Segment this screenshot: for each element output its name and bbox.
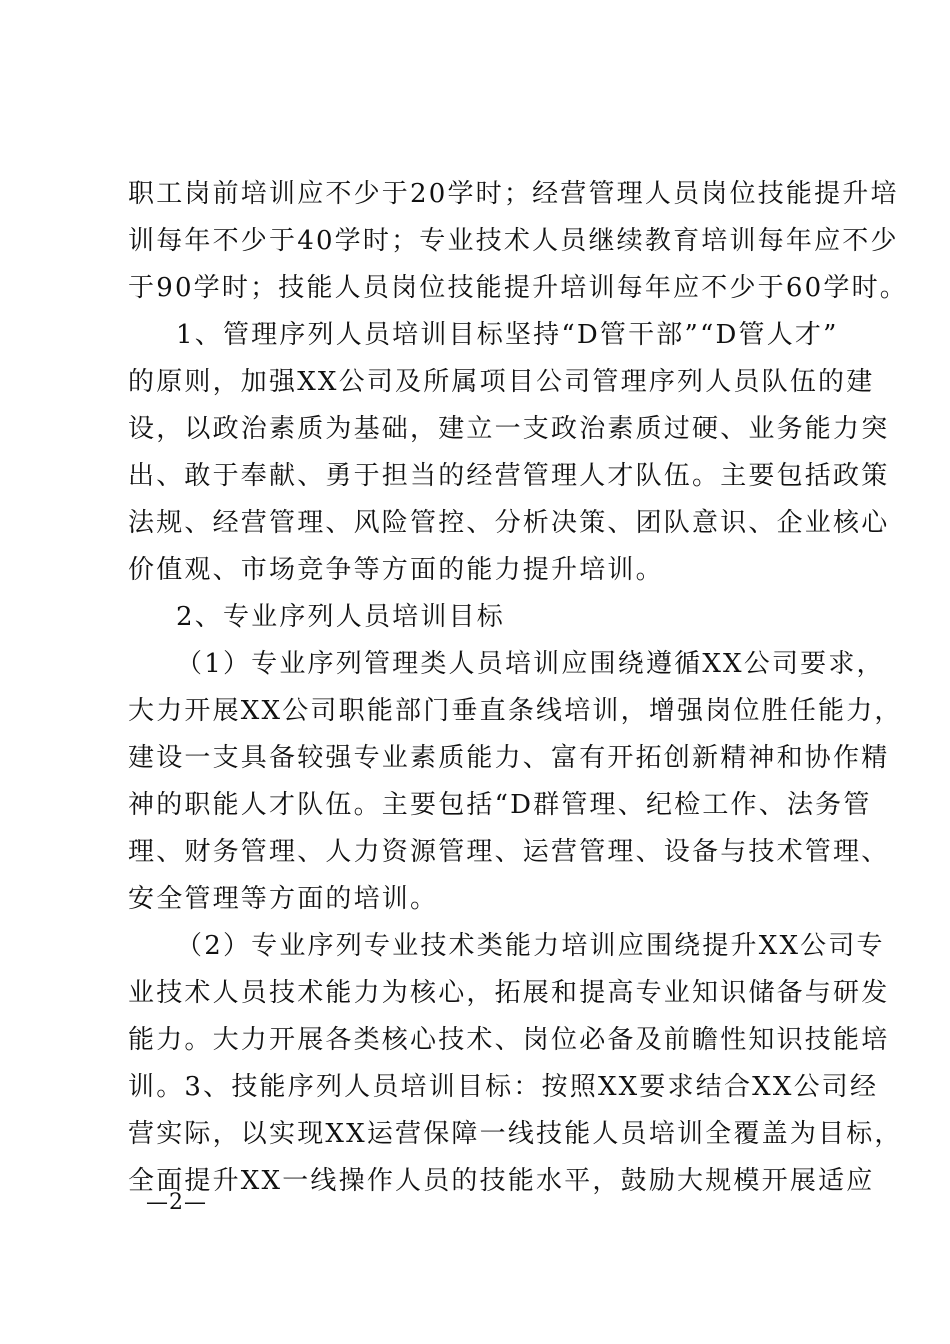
text-line: 安全管理等方面的培训。 <box>128 884 439 914</box>
text-line: 建设一支具备较强专业素质能力、富有开拓创新精神和协作精 <box>128 743 890 773</box>
text-line: 理、财务管理、人力资源管理、运营管理、设备与技术管理、 <box>128 837 890 867</box>
text-line: 训每年不少于40学时；专业技术人员继续教育培训每年应不少 <box>128 226 899 256</box>
text-line: 训。3、技能序列人员培训目标：按照XX要求结合XX公司经 <box>128 1072 879 1102</box>
text-line: 神的职能人才队伍。主要包括“D群管理、纪检工作、法务管 <box>128 790 872 820</box>
text-line: 于90学时；技能人员岗位技能提升培训每年应不少于60学时。 <box>128 273 908 303</box>
text-line: 的原则，加强XX公司及所属项目公司管理序列人员队伍的建 <box>128 367 875 397</box>
text-line: 职工岗前培训应不少于20学时；经营管理人员岗位技能提升培 <box>128 179 899 209</box>
text-line: 业技术人员技术能力为核心，拓展和提高专业知识储备与研发 <box>128 978 890 1008</box>
subsection-2: （2）专业序列专业技术类能力培训应围绕提升XX公司专 <box>176 931 885 961</box>
text-line: 大力开展XX公司职能部门垂直条线培训，增强岗位胜任能力， <box>128 696 903 726</box>
section-heading-2: 2、专业序列人员培训目标 <box>176 602 505 632</box>
text-line: 法规、经营管理、风险管控、分析决策、团队意识、企业核心 <box>128 508 890 538</box>
section-heading-1: 1、管理序列人员培训目标坚持“D管干部”“D管人才” <box>176 320 839 350</box>
text-line: 全面提升XX一线操作人员的技能水平，鼓励大规模开展适应 <box>128 1166 875 1196</box>
subsection-1: （1）专业序列管理类人员培训应围绕遵循XX公司要求， <box>176 649 885 679</box>
text-line: 价值观、市场竞争等方面的能力提升培训。 <box>128 555 664 585</box>
text-line: 设，以政治素质为基础，建立一支政治素质过硬、业务能力突 <box>128 414 890 444</box>
page-number: —2— <box>146 1190 207 1215</box>
text-line: 能力。大力开展各类核心技术、岗位必备及前瞻性知识技能培 <box>128 1025 890 1055</box>
text-line: 出、敢于奉献、勇于担当的经营管理人才队伍。主要包括政策 <box>128 461 890 491</box>
text-line: 营实际，以实现XX运营保障一线技能人员培训全覆盖为目标， <box>128 1119 903 1149</box>
